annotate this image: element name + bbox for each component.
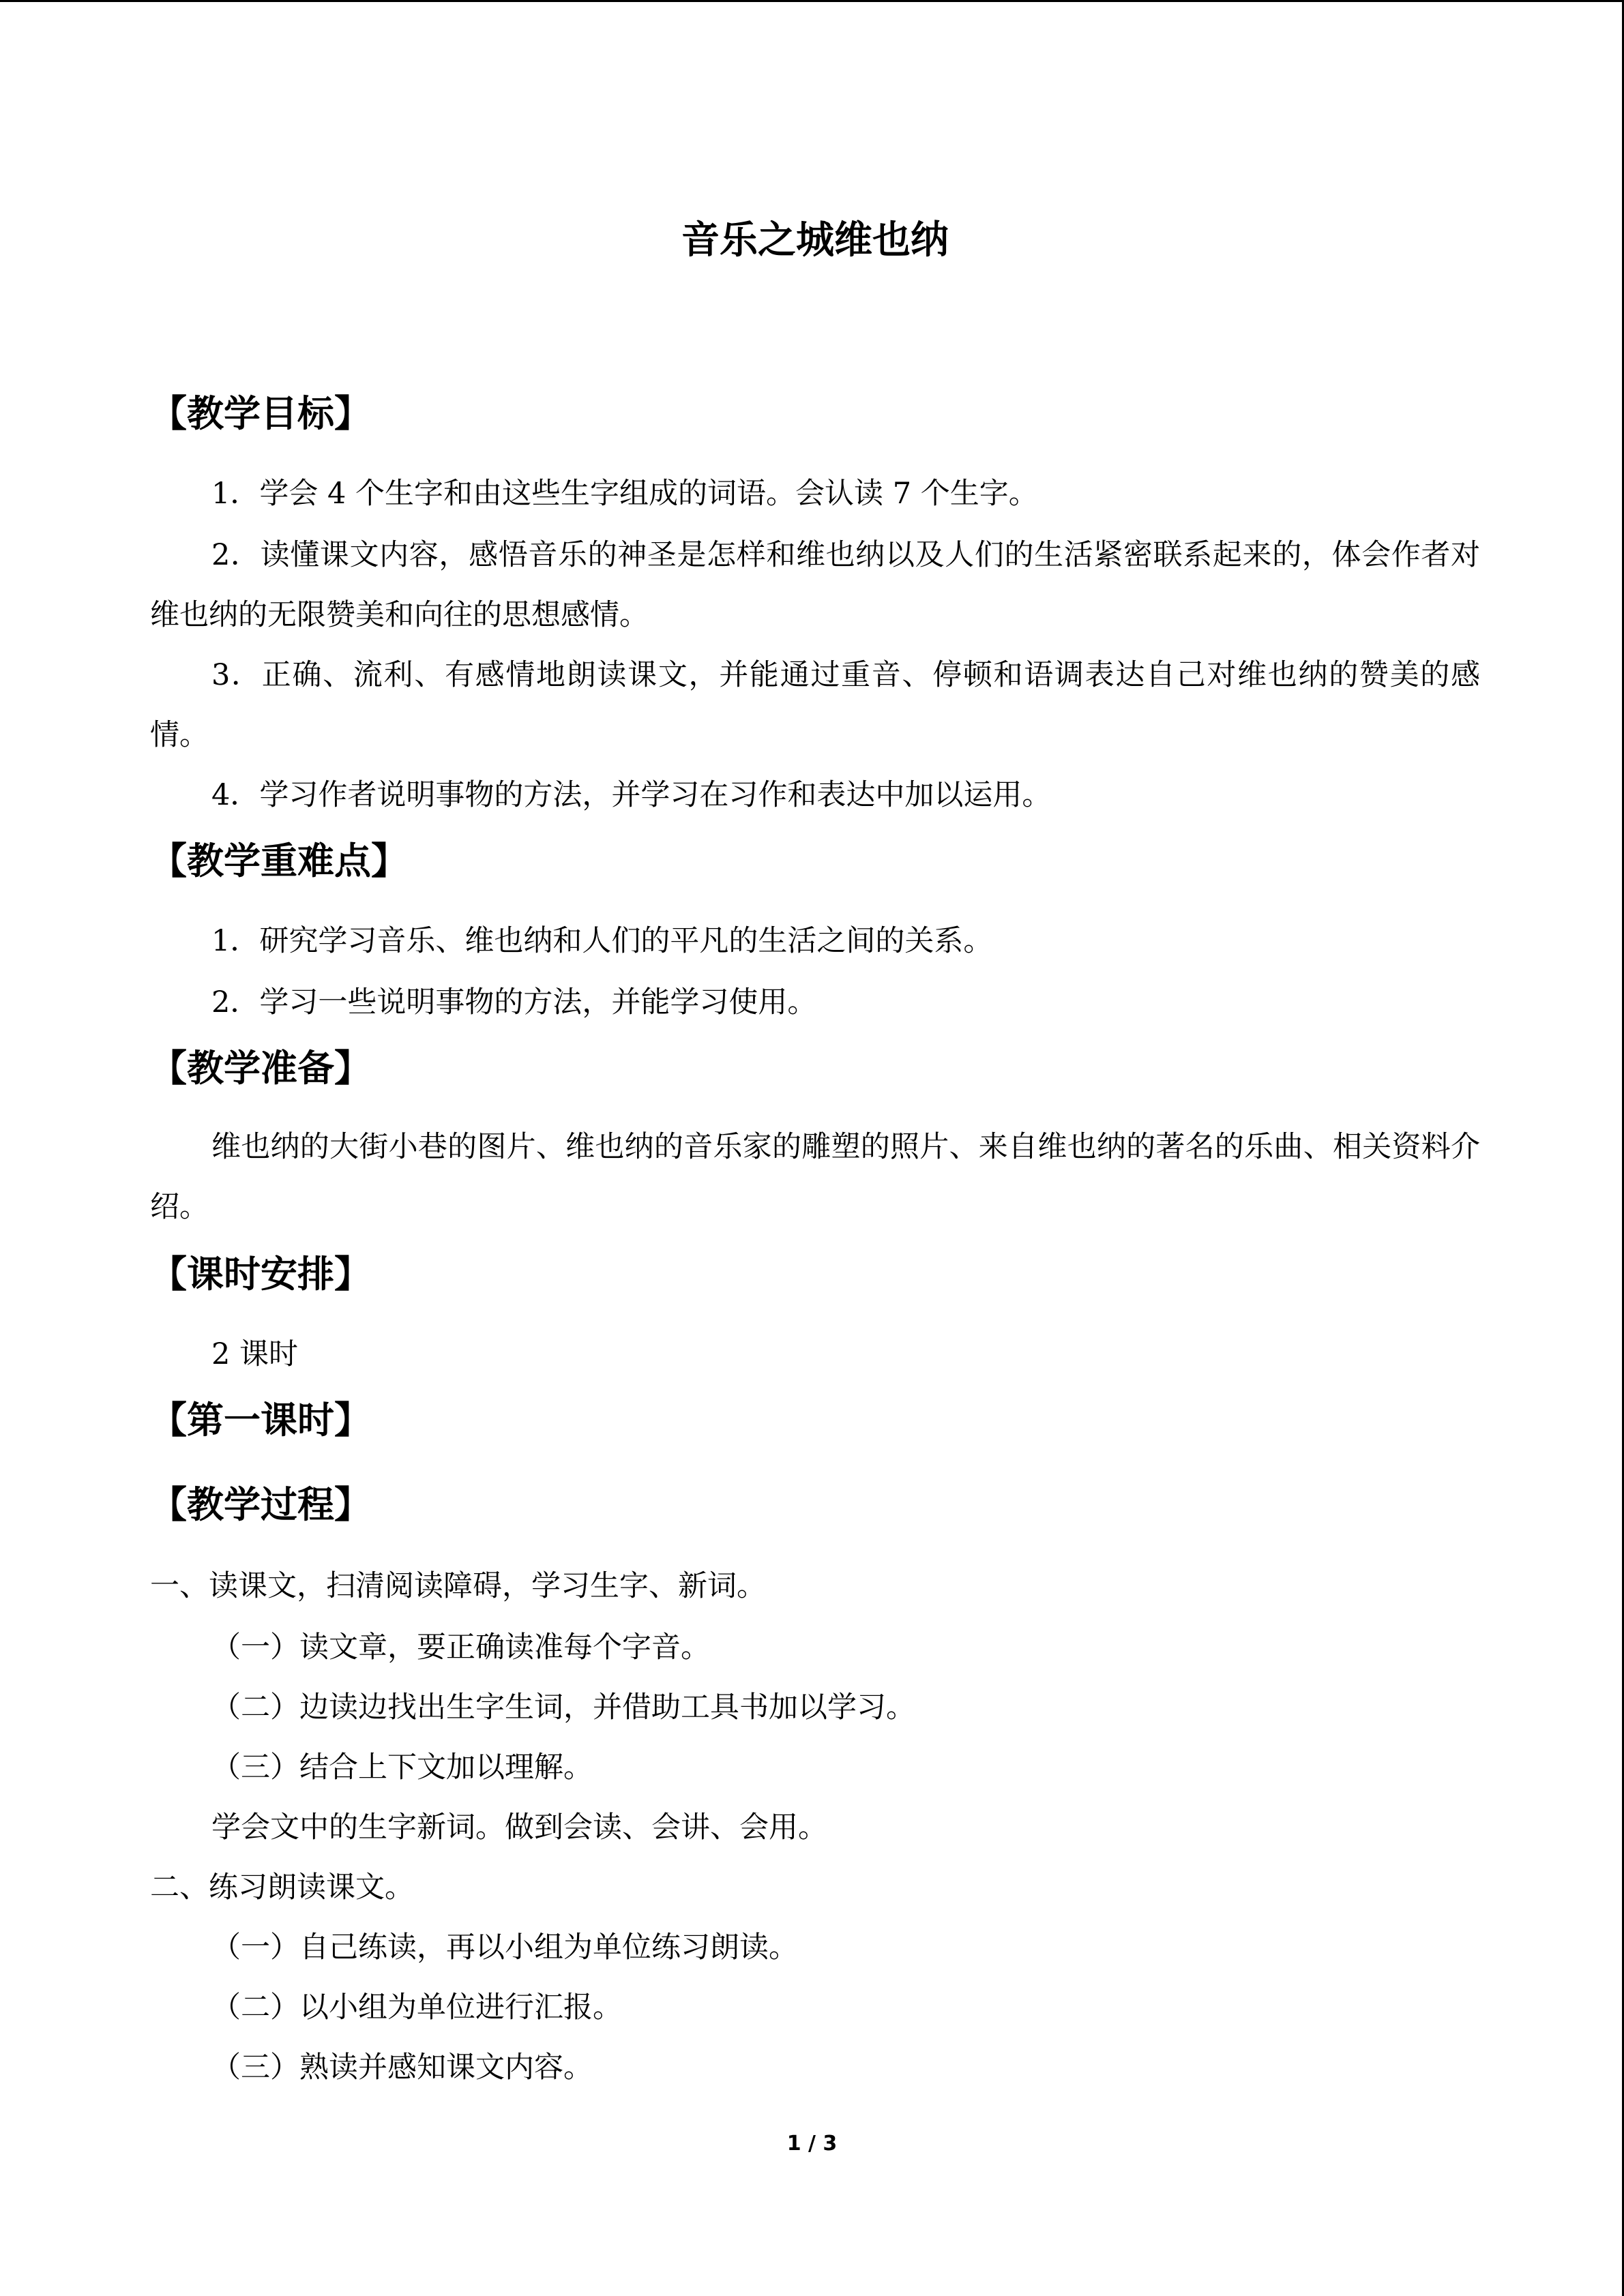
preparation-text: 维也纳的大街小巷的图片、维也纳的音乐家的雕塑的照片、来自维也纳的著名的乐曲、相关资料介绍。 xyxy=(150,1130,1480,1224)
process-step-2-sub-3: （三）熟读并感知课文内容。 xyxy=(211,2051,593,2085)
key-point-2: 2．学习一些说明事物的方法，并能学习使用。 xyxy=(211,985,817,1019)
schedule-text: 2 课时 xyxy=(211,1337,299,1371)
heading-preparation: 【教学准备】 xyxy=(150,1046,371,1090)
goal-item-1: 1．学会 4 个生字和由这些生字组成的词语。会认读 7 个生字。 xyxy=(211,477,1038,511)
heading-first-lesson: 【第一课时】 xyxy=(150,1398,371,1442)
process-step-1-title: 一、读课文，扫清阅读障碍，学习生字、新词。 xyxy=(150,1569,766,1603)
heading-process: 【教学过程】 xyxy=(150,1482,371,1526)
page-number: 1 / 3 xyxy=(786,2132,838,2156)
key-point-1: 1．研究学习音乐、维也纳和人们的平凡的生活之间的关系。 xyxy=(211,924,993,958)
process-step-1-note: 学会文中的生字新词。做到会读、会讲、会用。 xyxy=(211,1810,827,1845)
process-step-1-sub-1: （一）读文章，要正确读准每个字音。 xyxy=(211,1630,710,1665)
goal-item-2: 2．读懂课文内容，感悟音乐的神圣是怎样和维也纳以及人们的生活紧密联系起来的，体会作者对维也纳的无限赞美和向往的思想感情。 xyxy=(150,538,1480,632)
heading-teaching-goals: 【教学目标】 xyxy=(150,391,371,435)
goal-item-4: 4．学习作者说明事物的方法，并学习在习作和表达中加以运用。 xyxy=(211,778,1052,812)
document-title: 音乐之城维也纳 xyxy=(681,218,949,263)
process-step-1-sub-2: （二）边读边找出生字生词，并借助工具书加以学习。 xyxy=(211,1690,915,1725)
heading-schedule: 【课时安排】 xyxy=(150,1252,371,1296)
page-top-border xyxy=(0,0,1624,2)
heading-key-points: 【教学重难点】 xyxy=(150,839,408,882)
process-step-2-sub-1: （一）自己练读，再以小组为单位练习朗读。 xyxy=(211,1930,798,1965)
process-step-2-title: 二、练习朗读课文。 xyxy=(150,1870,414,1905)
process-step-2-sub-2: （二）以小组为单位进行汇报。 xyxy=(211,1991,622,2025)
goal-item-3: 3．正确、流利、有感情地朗读课文，并能通过重音、停顿和语调表达自己对维也纳的赞美的感情。 xyxy=(150,658,1480,752)
process-step-1-sub-3: （三）结合上下文加以理解。 xyxy=(211,1750,593,1785)
